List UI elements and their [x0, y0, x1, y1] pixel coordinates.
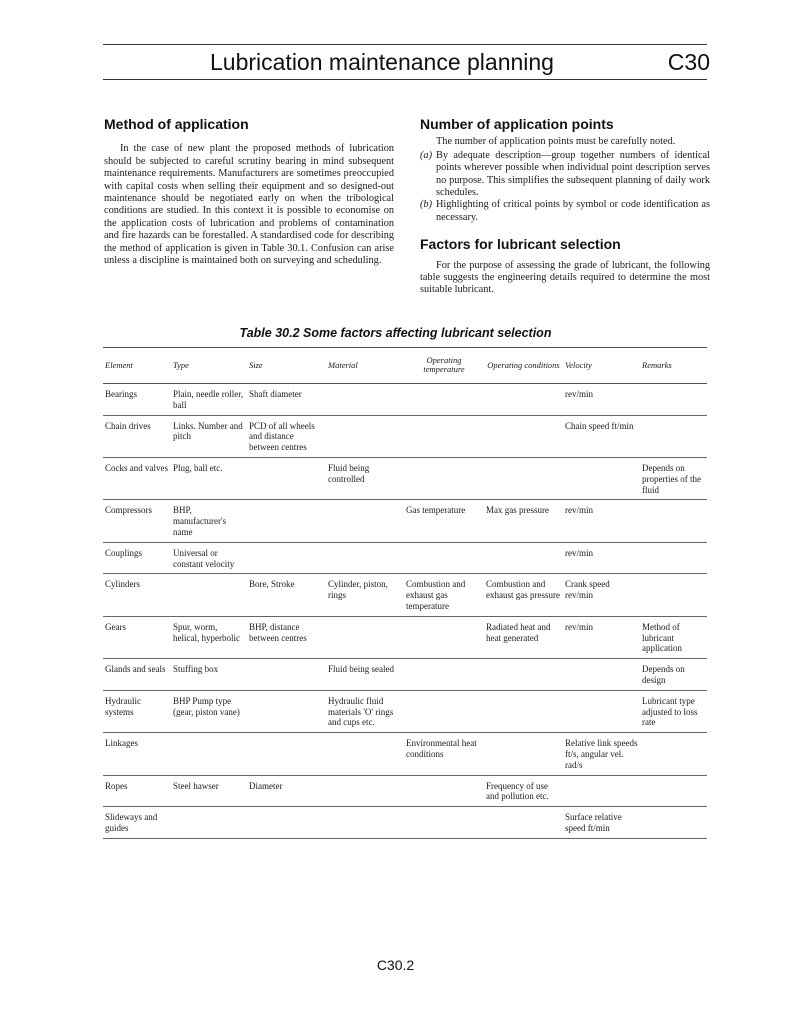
table-cell — [484, 384, 563, 416]
cell-text: Slideways and guides — [105, 812, 158, 833]
table-cell — [171, 659, 247, 691]
table-cell — [247, 384, 326, 416]
table-row — [103, 775, 707, 807]
page-number: C30.2 — [376, 957, 415, 973]
factors-body: For the purpose of assessing the grade of lubricant, the following table suggests the engineering details required to determine the most suitable lubricant. — [420, 259, 710, 296]
cell-text: Bore, Stroke — [249, 579, 295, 590]
cell-text: rev/min — [565, 621, 593, 632]
cell-text: Shaft diameter — [249, 389, 302, 399]
table-cell — [404, 807, 484, 839]
table-cell — [563, 574, 640, 616]
cell-text: Universal or constant velocity — [173, 547, 235, 569]
list-marker: (a) — [420, 149, 433, 161]
cell-text: Environmental heat conditions — [406, 738, 477, 759]
table-cell — [326, 659, 404, 691]
table-cell — [404, 616, 484, 658]
cell-text: Gas temperature — [406, 505, 466, 516]
table-row — [103, 616, 707, 658]
column-header: Operating temperature — [404, 348, 484, 384]
table-cell — [171, 500, 247, 542]
method-heading: Method of application — [104, 116, 249, 132]
table-cell — [484, 500, 563, 542]
table-cell — [247, 775, 326, 807]
cell-text: Hydraulic systems — [105, 695, 141, 717]
table-cell — [484, 733, 563, 775]
table-cell — [640, 457, 707, 499]
table-cell — [640, 775, 707, 807]
header-top-rule — [103, 44, 707, 45]
table-cell — [103, 659, 171, 691]
table-cell — [326, 807, 404, 839]
cell-text: BHP, distance between centres — [249, 621, 307, 643]
cell-text: Hydraulic fluid materials 'O' rings and cups etc. — [328, 695, 394, 728]
table-cell — [640, 616, 707, 658]
cell-text: BHP Pump type (gear, piston vane) — [173, 695, 240, 717]
table-cell — [103, 807, 171, 839]
column-header: Remarks — [640, 348, 707, 384]
table-row — [103, 807, 707, 839]
table-cell — [103, 690, 171, 732]
cell-text: Depends on properties of the fluid — [642, 462, 701, 495]
table-cell — [103, 733, 171, 775]
table-cell — [171, 733, 247, 775]
left-column — [104, 118, 394, 267]
lubricant-factors-table — [103, 347, 707, 839]
table-cell — [326, 574, 404, 616]
cell-text: Cylinder, piston, rings — [328, 579, 388, 601]
table-cell — [563, 384, 640, 416]
table-cell — [171, 775, 247, 807]
table-row — [103, 690, 707, 732]
table-cell — [404, 574, 484, 616]
table-cell — [640, 415, 707, 457]
list-item-text: Highlighting of critical points by symbol or code identification as necessary. — [436, 199, 710, 223]
table-cell — [326, 384, 404, 416]
table-cell — [247, 807, 326, 839]
cell-text: Diameter — [249, 780, 283, 791]
table-cell — [247, 500, 326, 542]
cell-text: Stuffing box — [173, 664, 219, 675]
table-cell — [103, 542, 171, 574]
table-cell — [404, 384, 484, 416]
table-cell — [484, 775, 563, 807]
table-cell — [640, 574, 707, 616]
table-cell — [484, 616, 563, 658]
table-cell — [326, 616, 404, 658]
table-cell — [404, 542, 484, 574]
cell-text: Frequency of use and pollution etc. — [486, 780, 549, 802]
table-cell — [484, 415, 563, 457]
cell-text: Cocks and valves — [105, 462, 168, 473]
cell-text: Combustion and exhaust gas temperature — [406, 579, 466, 611]
cell-text: Fluid being controlled — [328, 462, 370, 484]
table-row — [103, 384, 707, 416]
column-header: Velocity — [563, 348, 640, 384]
table-cell — [484, 807, 563, 839]
table-cell — [247, 690, 326, 732]
table-cell — [563, 457, 640, 499]
table-row — [103, 500, 707, 542]
table-cell — [563, 542, 640, 574]
cell-text: Ropes — [105, 780, 128, 791]
cell-text: Cylinders — [105, 579, 140, 590]
table-cell — [171, 415, 247, 457]
page-title: Lubrication maintenance planning — [210, 49, 554, 75]
cell-text: Compressors — [105, 505, 152, 516]
list-item — [420, 150, 710, 200]
table-cell — [326, 415, 404, 457]
cell-text: Plug, ball etc. — [173, 462, 223, 473]
cell-text: Surface relative speed ft/min — [565, 812, 622, 833]
cell-text: PCD of all wheels and distance between centres — [249, 420, 315, 453]
cell-text: Plain, needle roller, ball — [173, 389, 244, 410]
cell-text: Bearings — [105, 389, 137, 399]
table-cell — [640, 500, 707, 542]
table-cell — [404, 457, 484, 499]
table-cell — [563, 733, 640, 775]
cell-text: Couplings — [105, 547, 143, 558]
table-cell — [103, 775, 171, 807]
table-cell — [404, 733, 484, 775]
cell-text: Chain speed ft/min — [565, 420, 634, 431]
table-cell — [103, 500, 171, 542]
table-cell — [563, 616, 640, 658]
table-cell — [404, 415, 484, 457]
table-row — [103, 542, 707, 574]
table-cell — [247, 616, 326, 658]
list-item-text: By adequate description—group together numbers of identical points wherever possible when individual point description serves no purpose. This simplifies the subsequent planning of daily work schedules. — [436, 149, 710, 199]
table-cell — [640, 542, 707, 574]
table-cell — [640, 659, 707, 691]
cell-text: Max gas pressure — [486, 505, 549, 516]
table-header-row — [103, 348, 707, 384]
table-cell — [326, 690, 404, 732]
table-cell — [326, 775, 404, 807]
table-cell — [563, 807, 640, 839]
list-marker: (b) — [420, 199, 433, 211]
table-cell — [247, 574, 326, 616]
table-cell — [247, 415, 326, 457]
table-row — [103, 415, 707, 457]
table-caption: Table 30.2 Some factors affecting lubricant selection — [239, 326, 552, 340]
table-cell — [247, 733, 326, 775]
cell-text: Steel hawser — [173, 780, 219, 791]
table-cell — [484, 690, 563, 732]
table-cell — [171, 384, 247, 416]
list-item — [420, 199, 710, 224]
table-cell — [171, 690, 247, 732]
table-cell — [563, 500, 640, 542]
column-header: Material — [326, 348, 404, 384]
cell-text: Combustion and exhaust gas pressure — [486, 579, 560, 601]
cell-text: Links. Number and pitch — [173, 420, 243, 442]
points-list — [420, 150, 710, 224]
table-cell — [103, 415, 171, 457]
table-cell — [640, 733, 707, 775]
table-cell — [404, 690, 484, 732]
table-cell — [326, 542, 404, 574]
cell-text: Glands and seals — [105, 664, 166, 675]
method-body: In the case of new plant the proposed methods of lubrication should be subjected to careful scrutiny bearing in mind subsequent maintenance requirements. Manufacturers are sometimes preoccupied with capital costs when selling their equipment and so designed-out maintenance should be negotiated early on when the tribological conditions are studied. In this context it is possible to economise on the application costs of lubrication and problems of contamination and fire hazards can be forestalled. A standardised code for describing the method of application is given in Table 30.1. Confusion can arise unless a discipline is maintained both on surveying and scheduling. — [104, 143, 394, 267]
cell-text: rev/min — [565, 547, 593, 558]
factors-heading: Factors for lubricant selection — [420, 236, 621, 253]
table-row — [103, 733, 707, 775]
table-cell — [484, 574, 563, 616]
table-cell — [484, 457, 563, 499]
table-cell — [484, 659, 563, 691]
table-cell — [640, 384, 707, 416]
column-header: Element — [103, 348, 171, 384]
table-cell — [103, 384, 171, 416]
column-header: Operating conditions — [484, 348, 563, 384]
table-cell — [171, 574, 247, 616]
cell-text: Lubricant type adjusted to loss rate — [642, 695, 698, 728]
table-container — [103, 347, 707, 839]
table-cell — [404, 775, 484, 807]
cell-text: Fluid being sealed — [328, 664, 394, 675]
table-cell — [171, 616, 247, 658]
table-cell — [326, 733, 404, 775]
table-cell — [103, 457, 171, 499]
table-cell — [563, 659, 640, 691]
table-cell — [171, 457, 247, 499]
cell-text: Gears — [105, 621, 126, 632]
table-cell — [103, 574, 171, 616]
points-intro: The number of application points must be carefully noted. — [436, 136, 676, 148]
table-cell — [563, 415, 640, 457]
cell-text: Crank speed rev/min — [565, 579, 610, 601]
column-header: Type — [171, 348, 247, 384]
header-bottom-rule — [103, 79, 707, 80]
cell-text: Radiated heat and heat generated — [486, 621, 551, 643]
table-cell — [404, 659, 484, 691]
table-cell — [326, 457, 404, 499]
table-cell — [640, 807, 707, 839]
table-cell — [247, 457, 326, 499]
cell-text: Method of lubricant application — [642, 621, 682, 654]
cell-text: rev/min — [565, 389, 593, 399]
cell-text: Spur, worm, helical, hyperbolic — [173, 621, 240, 643]
cell-text: Chain drives — [105, 420, 151, 431]
table-cell — [103, 616, 171, 658]
table-cell — [247, 542, 326, 574]
table-cell — [171, 542, 247, 574]
table-cell — [563, 775, 640, 807]
cell-text: rev/min — [565, 505, 593, 516]
points-heading: Number of application points — [420, 116, 614, 132]
cell-text: Linkages — [105, 738, 138, 749]
table-cell — [563, 690, 640, 732]
table-row — [103, 574, 707, 616]
cell-text: Depends on design — [642, 664, 685, 685]
right-column — [420, 118, 710, 297]
table-cell — [640, 690, 707, 732]
table-row — [103, 659, 707, 691]
table-body — [103, 384, 707, 839]
cell-text: Relative link speeds ft/s, angular vel. rad/s — [565, 738, 638, 770]
cell-text: BHP, manufacturer's name — [173, 505, 227, 537]
table-cell — [171, 807, 247, 839]
table-cell — [326, 500, 404, 542]
column-header: Size — [247, 348, 326, 384]
table-cell — [404, 500, 484, 542]
section-code: C30 — [667, 49, 710, 75]
table-cell — [484, 542, 563, 574]
table-row — [103, 457, 707, 499]
table-cell — [247, 659, 326, 691]
